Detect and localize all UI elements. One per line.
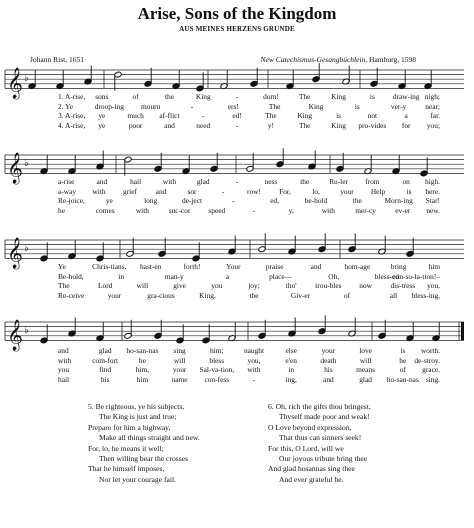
lyric-syllable: you (58, 365, 70, 375)
lyric-syllable: gra-cious (147, 290, 175, 300)
lyric-syllable: you, (427, 281, 440, 291)
lyric-syllable: grief (123, 186, 137, 196)
flat-sign-icon: ♭ (24, 325, 29, 337)
lyric-syllable: grace. (422, 365, 440, 375)
lyric-syllable: glad (196, 177, 210, 186)
tune-name: AUS MEINES HERZENS GRUNDE (179, 25, 295, 33)
lyric-syllable: lo, (312, 186, 320, 196)
verse-line: For, lo, he means it well; (88, 443, 164, 453)
lyric-syllable: King (308, 101, 324, 111)
verse-line: The King is just and true; (99, 412, 177, 422)
verse-line: And ever grateful be. (279, 474, 344, 484)
lyric-syllable: Ye (58, 262, 66, 271)
lyric-syllable: place— (269, 271, 293, 281)
lyric-syllable: Your (226, 262, 241, 271)
lyric-syllable: ness (264, 177, 278, 186)
lyric-syllable: praise (265, 262, 284, 271)
lyric-syllable: trou-bles (315, 281, 342, 291)
lyric-syllable: him, (135, 365, 150, 375)
lyric-syllable: Giv-er (290, 290, 311, 300)
lyric-syllable: here. (425, 186, 440, 196)
lyric-syllable: The (58, 281, 70, 291)
lyric-syllable: of (399, 365, 406, 375)
treble-clef-icon: 𝄞 (7, 67, 23, 99)
lyric-syllable: - (252, 374, 256, 384)
lyric-syllable: and (96, 177, 108, 186)
lyric-syllable: con-fess (204, 374, 230, 384)
lyric-syllable: - (235, 120, 239, 130)
lyric-syllable: now (359, 281, 372, 291)
lyric-syllable: new. (426, 205, 440, 215)
lyric-syllable: ing, (285, 374, 297, 384)
verse-line: 6. Oh, rich the gifts thou bringest, (268, 402, 371, 411)
lyric-syllable: King, (199, 290, 216, 300)
lyric-syllable: For, (279, 186, 291, 196)
lyric-syllable: ev-er (395, 205, 411, 215)
lyric-syllable: death (320, 355, 337, 365)
flat-sign-icon: ♭ (24, 73, 29, 85)
lyric-syllable: with (135, 205, 149, 215)
lyric-syllable: draw-ing (392, 92, 420, 101)
lyric-syllable: dom! (263, 92, 279, 101)
lyric-syllable: name (171, 374, 188, 384)
lyric-syllable: the (164, 92, 174, 101)
lyric-syllable: on (402, 177, 410, 186)
lyric-syllable: Re-joice, (58, 196, 85, 206)
lyric-syllable: Oh, (328, 271, 340, 281)
lyric-syllable: Ru-ler (329, 177, 348, 186)
lyric-syllable: - (202, 111, 205, 121)
lyric-syllable: e'en (285, 355, 297, 365)
lyric-syllable: - (232, 196, 235, 206)
tune-credit-source: New Catechismus-Gesangbüchlein, (260, 55, 368, 64)
lyric-syllable: your (340, 186, 354, 196)
lyric-syllable: dis-tress (390, 281, 416, 291)
lyric-syllable: The (265, 111, 277, 121)
lyric-syllable: - (235, 177, 239, 186)
lyric-syllable: glad (98, 346, 112, 355)
lyric-syllable: a (404, 111, 408, 121)
lyric-syllable: 4. A-rise, (58, 120, 86, 130)
lyric-syllable: else (285, 346, 297, 355)
lyric-syllable: with (247, 365, 261, 375)
lyric-syllable: his (324, 365, 333, 375)
lyric-syllable: ver-y (390, 101, 407, 111)
lyric-syllable: - (252, 205, 256, 215)
lyric-syllable: love (359, 346, 372, 355)
lyric-syllable: and (155, 186, 167, 196)
lyric-syllable: nigh; (424, 92, 440, 101)
lyric-syllable: high. (425, 177, 440, 186)
lyric-syllable: ho-san-nas (126, 346, 159, 355)
lyric-syllable: sor (187, 186, 197, 196)
lyric-syllable: be-hold (304, 196, 328, 206)
lyric-syllable: Lord (98, 281, 113, 291)
lyric-syllable: him; (210, 346, 224, 355)
lyric-syllable: he (399, 355, 407, 365)
lyric-syllable: much (127, 111, 144, 121)
lyric-syllable: for (401, 120, 411, 130)
lyric-syllable: worth. (420, 346, 440, 355)
lyric-syllable: with (58, 355, 72, 365)
lyric-syllable: with (321, 205, 335, 215)
verse-5 (88, 402, 200, 485)
lyric-syllable: give (173, 281, 186, 291)
lyric-syllable: sing. (425, 374, 440, 384)
lyric-syllable: with (162, 177, 177, 186)
lyric-syllable: - (235, 92, 239, 101)
lyric-syllable: mer-cy (355, 205, 376, 215)
lyric-syllable: your (321, 346, 336, 355)
lyric-syllable: hail (130, 177, 142, 186)
lyric-syllable: mourn (141, 101, 161, 111)
lyric-syllable: The (298, 92, 311, 101)
lyric-syllable: his (100, 374, 110, 384)
lyric-syllable: Star! (425, 196, 440, 206)
lyric-syllable: a-way (58, 186, 77, 196)
lyric-syllable: hail (58, 374, 70, 384)
lyric-syllable: him (136, 374, 149, 384)
lyric-syllable: com-fort (92, 355, 119, 365)
hymn-title: Arise, Sons of the Kingdom (137, 4, 337, 23)
lyric-syllable: - (190, 101, 194, 111)
lyric-syllable: y! (267, 120, 274, 130)
lyric-syllable: bless (209, 355, 225, 365)
lyric-syllable: you (211, 281, 223, 291)
lyric-syllable: man-y (164, 271, 184, 281)
lyric-syllable: 3. A-rise, (58, 111, 86, 121)
tune-credit-place: Hamburg, 1598 (367, 55, 416, 64)
lyric-syllable: long (144, 196, 158, 206)
lyric-syllable: de-ject (181, 196, 203, 206)
lyric-syllable: King (195, 92, 211, 101)
flat-sign-icon: ♭ (24, 243, 29, 255)
lyric-syllable: The (298, 120, 311, 130)
lyric-syllable: the (249, 290, 259, 300)
lyric-syllable: in (118, 271, 125, 281)
lyric-syllable: of (343, 290, 351, 300)
lyric-syllable: not (367, 111, 378, 121)
verse-line: Make all things straight and new. (99, 433, 200, 443)
lyric-syllable: ers! (227, 101, 239, 111)
lyric-syllable: 2. Ye (58, 101, 73, 111)
lyric-syllable: is (354, 101, 360, 111)
lyric-syllable: ed! (232, 111, 242, 121)
lyric-syllable: will (359, 355, 372, 365)
lyric-syllable: de-stroy. (414, 355, 440, 365)
lyric-syllable: your (107, 290, 122, 300)
lyric-syllable: find (99, 365, 112, 375)
treble-clef-icon: 𝄞 (7, 319, 23, 351)
lyric-syllable: bless-ing, (411, 290, 440, 300)
lyric-syllable: you, (247, 355, 261, 365)
verse-line: Then willing bear the crosses (99, 454, 188, 464)
lyric-syllable: he (138, 355, 146, 365)
flat-sign-icon: ♭ (24, 158, 29, 170)
lyric-syllable: suc-cor (168, 205, 191, 215)
lyric-syllable: hom-age (344, 262, 371, 271)
lyric-syllable: a (225, 271, 230, 281)
verse-line: 5. Be righteous, ye his subjects, (88, 402, 185, 411)
verse-line: Our joyous tribute bring thee (279, 454, 368, 464)
lyric-syllable: pro-vides (358, 120, 387, 130)
verse-line: That he himself imposes, (88, 464, 165, 474)
lyric-syllable: Morn-ing (384, 196, 413, 206)
lyric-syllable: hast-en (139, 262, 162, 271)
text-credit: Johann Rist, 1651 (30, 55, 84, 64)
lyric-syllable: sons (95, 92, 109, 101)
lyric-syllable: is (400, 346, 406, 355)
lyric-syllable: ye (105, 196, 113, 206)
lyric-syllable: forth! (183, 262, 201, 271)
lyric-syllable: 1. A-rise, (58, 92, 86, 101)
final-barline-thick (461, 322, 464, 340)
verse-line: Thyself made poor and weak! (279, 412, 370, 422)
lyric-syllable: will (173, 355, 186, 365)
lyric-syllable: bless-ed (374, 271, 399, 281)
lyric-syllable: him (428, 262, 440, 271)
lyric-syllable: Be-hold, (58, 271, 84, 281)
lyric-syllable: and (58, 346, 69, 355)
lyric-syllable: ho-san-nas (386, 374, 419, 384)
lyric-syllable: joy; (248, 281, 260, 291)
lyric-syllable: The (268, 101, 281, 111)
verse-line: For this, O Lord, will we (268, 443, 344, 453)
lyric-syllable: King (331, 92, 346, 101)
lyric-syllable: droop-ing (94, 101, 124, 111)
lyric-syllable: Help (370, 186, 386, 196)
lyric-syllable: ed, (270, 196, 280, 206)
lyric-syllable: need (196, 120, 211, 130)
treble-clef-icon: 𝄞 (7, 237, 23, 269)
treble-clef-icon: 𝄞 (7, 152, 23, 184)
lyric-syllable: in (288, 365, 295, 375)
lyric-syllable: he (58, 205, 65, 215)
lyric-syllable: is (369, 92, 375, 101)
lyric-syllable: sing (173, 346, 186, 355)
lyric-syllable: the (300, 177, 310, 186)
verse-6 (268, 402, 371, 485)
lyric-syllable: naught (243, 346, 265, 355)
lyric-syllable: all (389, 290, 398, 300)
lyric-syllable: bring (390, 262, 407, 271)
verse-line: Prepare for him a highway, (88, 422, 171, 432)
lyric-syllable: with (92, 186, 106, 196)
lyric-syllable: and (164, 120, 175, 130)
lyric-syllable: from (365, 177, 380, 186)
lyric-syllable: means (356, 365, 376, 375)
lyric-syllable: King (331, 120, 346, 130)
lyric-syllable: is (406, 186, 412, 196)
lyric-syllable: af-flict (159, 111, 180, 121)
lyric-syllable: a-rise (58, 177, 75, 186)
lyric-syllable: near; (425, 101, 440, 111)
lyric-syllable: of (132, 92, 139, 101)
lyric-syllable: far. (430, 111, 440, 121)
lyric-syllable: will (136, 281, 149, 291)
lyric-syllable: ye (98, 120, 106, 130)
lyric-syllable: comes (95, 205, 115, 215)
verse-line: Nor let your courage fail. (99, 474, 176, 484)
lyric-syllable: glad (359, 374, 372, 384)
lyric-syllable: Chris-tians, (92, 262, 127, 271)
lyric-syllable: ye (98, 111, 106, 121)
lyric-syllable: and (323, 374, 334, 384)
lyric-syllable: Sal-va-tion, (199, 365, 235, 375)
lyric-syllable: Re-ceive (58, 290, 85, 300)
lyric-syllable: and (310, 262, 322, 271)
lyric-syllable: your (172, 365, 187, 375)
verse-line: That thus can sinners seek! (279, 433, 362, 443)
lyric-syllable: - (221, 186, 225, 196)
lyric-syllable: con-so-la-tion!– (392, 271, 440, 281)
lyric-syllable: you; (426, 120, 440, 130)
lyric-syllable: tho' (285, 281, 297, 291)
verse-line: And glad hosannas sing thee (268, 464, 355, 474)
lyric-syllable: the (352, 196, 362, 206)
lyric-syllable: King (297, 111, 313, 121)
lyric-syllable: y, (288, 205, 294, 215)
lyric-syllable: is (336, 111, 341, 121)
lyric-syllable: poor (128, 120, 143, 130)
lyric-syllable: speed (208, 205, 226, 215)
lyric-syllable: row! (247, 186, 261, 196)
verse-line: O Love beyond expression, (268, 422, 352, 432)
